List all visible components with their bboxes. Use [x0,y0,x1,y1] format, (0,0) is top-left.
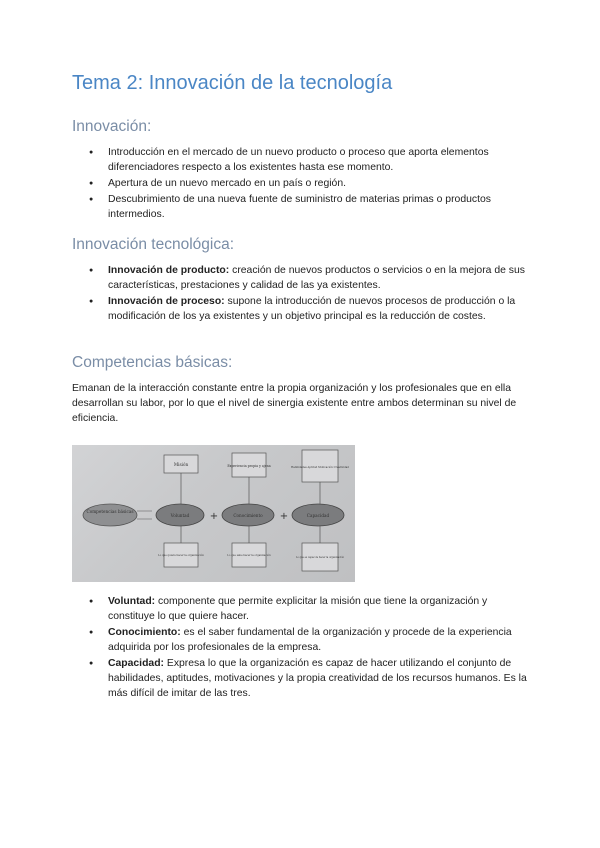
plus-sign: + [279,511,289,522]
list-item: ● Introducción en el mercado de un nuevo producto o proceso que aporta elementos diferenciadores respecto a los existentes hasta ese momento. [88,145,528,175]
diagram-ellipse-left [83,504,137,526]
diagram-photo [72,445,355,582]
heading-innovacion: Innovación: [72,118,152,135]
list-item: ● Apertura de un nuevo mercado en un país o región. [88,176,528,191]
diagram-top-label: Experiencia propia y ajena [227,464,271,468]
definition: creación de nuevos productos o servicios o en la mejora de sus características, prestaciones y calidad de las ya existentes. [108,265,525,291]
definition: componente que permite explicitar la misión que tiene la organización y constituye lo que quiere hacer. [108,596,488,622]
paragraph-competencias: Emanan de la interacción constante entre la propia organización y los profesionales que en ella desarrollan su labor, por lo que el nivel de sinergia existente entre ambos determinan su nivel de eficiencia. [72,383,517,424]
diagram-top-label: Misión [173,462,189,467]
competencias-diagram [72,445,355,582]
list-item [88,625,528,655]
plus-sign: + [209,511,219,522]
list-item [88,294,528,324]
diagram-bottom-label: Lo que sabe hacer la organización [227,554,271,557]
diagram-top-label: Habilidades Aptitud Motivación Creatividad [291,466,349,469]
definition: Expresa lo que la organización es capaz de hacer utilizando el conjunto de habilidades, aptitudes, motivaciones y la propia creatividad de los recursos humanos. Es la más difícil de imitar de las tres. [108,658,527,699]
diagram-bottom-label: Lo que es capaz de hacer la organización [295,556,345,559]
list-item [88,656,528,701]
list-item [88,594,528,624]
diagram-middle-label: Conocimiento [233,513,263,518]
definition: supone la introducción de nuevos procesos de producción o la modificación de los ya existentes y un objetivo principal es la reducción de costes. [108,296,516,322]
term: Innovación de proceso: [108,296,225,307]
term: Capacidad: [108,658,165,669]
diagram-bottom-label: Lo que quiere hacer la organización [158,554,204,557]
list-item: ● Descubrimiento de una nueva fuente de suministro de materias primas o productos intermedios. [88,192,528,222]
list-competencias [88,594,528,702]
list-item [88,263,528,293]
diagram-middle-label: Voluntad [170,513,190,518]
heading-innovacion-tecnologica: Innovación tecnológica: [72,236,235,253]
term: Conocimiento: [108,627,181,638]
diagram-middle-label: Capacidad [306,513,330,518]
definition: es el saber fundamental de la organización y procede de la experiencia adquirida por los profesionales de la empresa. [108,627,512,653]
term: Innovación de producto: [108,265,230,276]
list-innovacion [88,145,528,223]
list-innovacion-tecnologica [88,263,528,325]
page-title: Tema 2: Innovación de la tecnología [72,72,393,94]
heading-competencias: Competencias básicas: [72,354,233,371]
term: Voluntad: [108,596,156,607]
diagram-left-label: Competencias básicas [86,509,134,514]
